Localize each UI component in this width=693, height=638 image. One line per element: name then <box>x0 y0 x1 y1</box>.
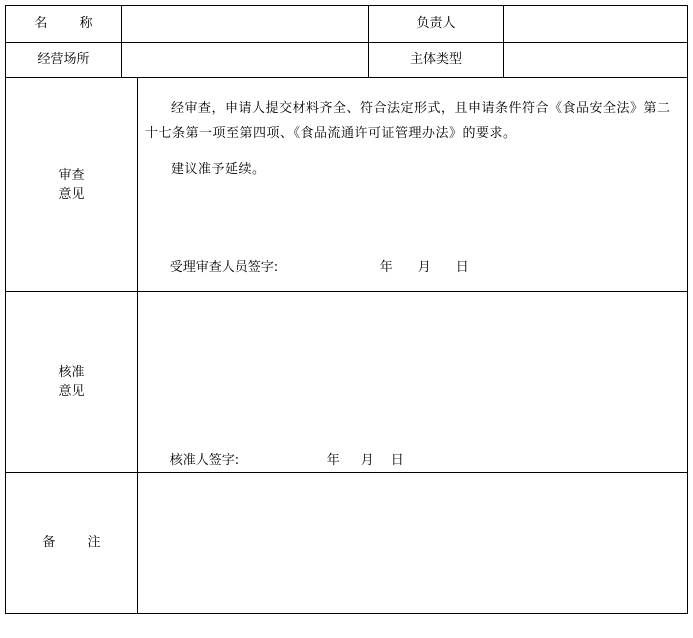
remarks-content <box>137 472 688 614</box>
entity-type-label: 主体类型 <box>368 42 504 78</box>
review-opinion-content <box>137 77 688 292</box>
approval-opinion-label-line2: 意见 <box>58 384 85 399</box>
approval-month: 月 <box>360 453 374 468</box>
review-signature-label: 受理审查人员签字: <box>169 260 279 275</box>
review-opinion-label-line2: 意见 <box>58 186 85 202</box>
review-day: 日 <box>455 260 469 275</box>
review-suggestion: 建议准予延续。 <box>171 162 266 177</box>
responsible-person-value <box>503 5 688 43</box>
review-opinion-label-line1: 审查 <box>58 167 85 183</box>
business-premises-label: 经营场所 <box>5 42 122 78</box>
review-month: 月 <box>417 260 431 275</box>
responsible-person-label: 负责人 <box>368 5 504 43</box>
business-premises-value <box>121 42 369 78</box>
approval-opinion-label <box>5 291 138 473</box>
approval-opinion-label-line1: 核准 <box>58 365 85 380</box>
approval-year: 年 <box>326 453 340 468</box>
review-signature-line <box>145 241 469 295</box>
remarks-label: 备 注 <box>5 472 138 614</box>
name-value <box>121 5 369 43</box>
approval-day: 日 <box>390 453 404 468</box>
review-opinion-paragraph: 经审查，申请人提交材料齐全、符合法定形式，且申请条件符合《食品安全法》第二十七条第一项至第四项、《食品流通许可证管理办法》的要求。 <box>145 101 671 141</box>
approval-opinion-content <box>137 291 688 473</box>
review-opinion-label <box>5 77 138 292</box>
approval-signature-label: 核准人签字: <box>169 453 240 468</box>
review-year: 年 <box>379 260 393 275</box>
name-label: 名 称 <box>5 5 122 43</box>
entity-type-value <box>503 42 688 78</box>
